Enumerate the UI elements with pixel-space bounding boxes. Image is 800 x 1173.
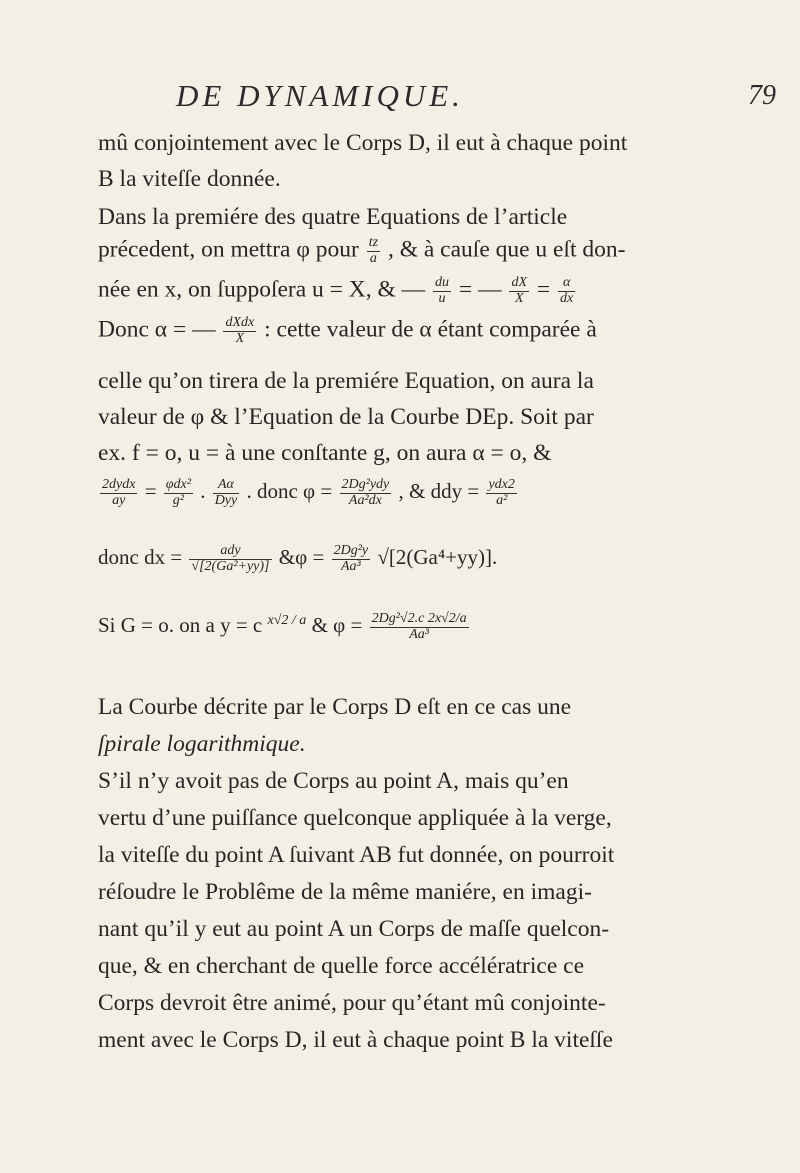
fraction-numerator: 2dydx: [102, 477, 136, 492]
text-line: celle qu’on tirera de la premiére Equation, on aura la: [98, 368, 594, 394]
running-title: DE DYNAMIQUE.: [176, 78, 464, 113]
text-line: ſpirale logarithmique.: [98, 731, 306, 757]
text-span: & φ =: [311, 613, 363, 637]
fraction-numerator: tz: [368, 235, 379, 250]
text-span: , & ddy =: [398, 479, 480, 503]
fraction: [370, 612, 469, 642]
fraction-denominator: Aa²dx: [348, 492, 382, 508]
fraction-denominator: dx: [560, 290, 574, 306]
exponent: x√2 / a: [267, 613, 307, 628]
fraction: [486, 478, 516, 508]
text-line: vertu d’une puiſſance quelconque appliquée à la verge,: [98, 805, 612, 831]
page-number: 79: [748, 80, 776, 111]
fraction-numerator: dXdx: [225, 315, 255, 330]
fraction-denominator: ay: [112, 492, 126, 508]
dot-sign: .: [200, 479, 206, 503]
text-line: que, & en cherchant de quelle force accélératrice ce: [98, 953, 584, 979]
fraction-numerator: φdx²: [165, 477, 191, 492]
text-line: ment avec le Corps D, il eut à chaque point B la viteſſe: [98, 1027, 613, 1053]
fraction-numerator: ydx2: [488, 477, 515, 492]
text-line: La Courbe décrite par le Corps D eſt en ce cas une: [98, 694, 572, 720]
text-line: valeur de φ & l’Equation de la Courbe DEp. Soit par: [98, 404, 594, 430]
fraction-numerator: 2Dg²y: [333, 543, 369, 558]
text-span: . donc φ =: [246, 479, 333, 503]
fraction-numerator: du: [435, 275, 450, 290]
text-line: Dans la premiére des quatre Equations de l’article: [98, 204, 568, 230]
fraction-denominator: g²: [172, 492, 184, 508]
fraction: [100, 478, 137, 508]
fraction: [213, 478, 240, 508]
fraction-numerator: ady: [189, 544, 271, 560]
equation-line: [98, 544, 778, 574]
text-span: née en x, on ſuppoſera u = X, & —: [98, 276, 426, 303]
text-line: la viteſſe du point A ſuivant AB fut donnée, on pourroit: [98, 842, 615, 868]
fraction: [189, 544, 271, 574]
fraction-numerator: α: [558, 276, 575, 292]
fraction-denominator: a: [369, 250, 377, 266]
text-span: précedent, on mettra φ pour: [98, 236, 359, 263]
fraction-denominator: Aa³: [409, 626, 429, 642]
text-span: , & à cauſe que u eſt don-: [387, 236, 626, 263]
equation-line: [98, 612, 778, 642]
fraction-numerator: dX: [511, 275, 527, 290]
text-span: √[2(Ga⁴+yy)].: [377, 545, 498, 569]
text-line: [98, 236, 738, 266]
equation-line: [98, 478, 778, 508]
fraction-numerator: Aα: [213, 478, 240, 494]
equals-sign: =: [144, 479, 157, 503]
fraction: [558, 276, 575, 306]
text-line: S’il n’y avoit pas de Corps au point A, mais qu’en: [98, 768, 569, 794]
text-span: Donc α = —: [98, 316, 216, 343]
text-line: ex. f = o, u = à une conſtante g, on aura α = o, &: [98, 440, 552, 466]
text-span: = —: [458, 276, 502, 303]
fraction: [433, 276, 451, 306]
text-span: : cette valeur de α étant comparée à: [264, 316, 597, 343]
text-span: =: [536, 276, 551, 303]
fraction: [164, 478, 193, 508]
fraction-denominator: u: [438, 290, 446, 306]
text-line: mû conjointement avec le Corps D, il eut à chaque point: [98, 130, 628, 156]
text-line: Corps devroit être animé, pour qu’étant mû conjointe-: [98, 990, 606, 1016]
text-span: Si G = o. on a y = c: [98, 613, 263, 637]
fraction: [340, 478, 392, 508]
text-span: &φ =: [278, 545, 325, 569]
text-line: réſoudre le Problême de la même maniére, en imagi-: [98, 879, 592, 905]
text-line: [98, 316, 738, 346]
fraction-denominator: a²: [496, 492, 508, 508]
fraction: [367, 236, 380, 266]
text-line: B la viteſſe donnée.: [98, 166, 281, 192]
fraction-denominator: √[2(Ga²+yy)]: [191, 558, 270, 574]
fraction-denominator: Dyy: [214, 492, 238, 508]
fraction: [223, 316, 256, 346]
fraction-numerator: 2Dg²√2.c 2x√2/a: [371, 611, 467, 626]
text-line: [98, 276, 738, 306]
text-span: donc dx =: [98, 545, 183, 569]
fraction-denominator: Aa³: [340, 558, 361, 574]
text-line: nant qu’il y eut au point A un Corps de maſſe quelcon-: [98, 916, 610, 942]
fraction: [332, 544, 371, 574]
fraction-denominator: X: [514, 290, 524, 306]
fraction: [509, 276, 529, 306]
fraction-numerator: 2Dg²ydy: [341, 477, 390, 492]
fraction-denominator: X: [235, 330, 245, 346]
